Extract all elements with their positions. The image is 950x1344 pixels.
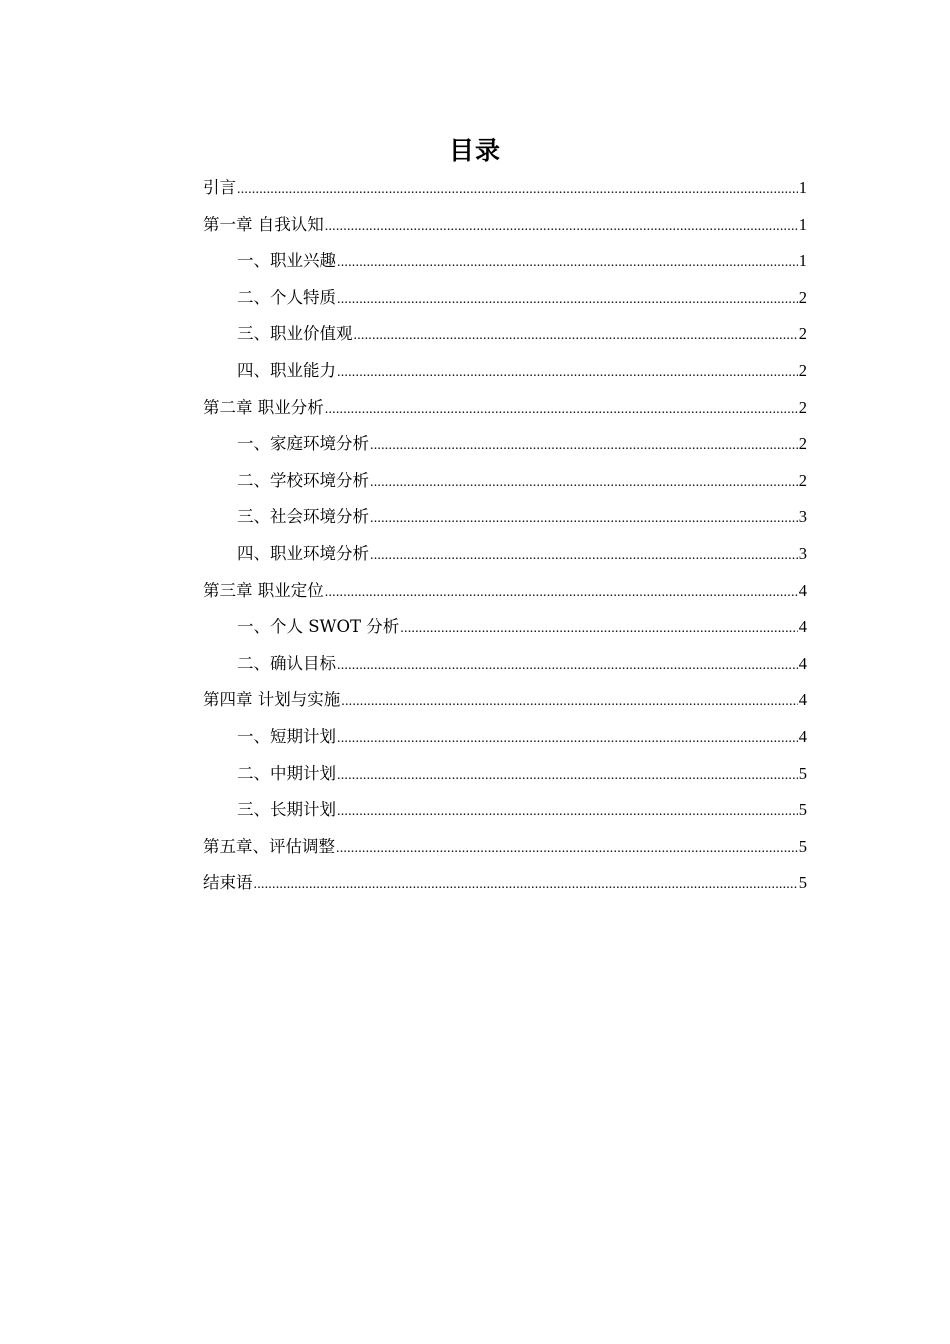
toc-entry[interactable] (203, 499, 807, 536)
toc-entry-label: 四、职业能力 (237, 360, 336, 380)
toc-entry-label: 三、社会环境分析 (237, 507, 369, 527)
toc-dot-leader (370, 538, 798, 575)
toc-entry-label: 一、家庭环境分析 (237, 434, 369, 454)
toc-entry[interactable] (203, 682, 807, 719)
toc-dot-leader (337, 721, 798, 758)
toc-entry-page-number: 1 (798, 251, 807, 271)
toc-entry[interactable] (203, 170, 807, 207)
toc-entry-label: 第二章 职业分析 (203, 397, 324, 417)
toc-entry[interactable] (203, 316, 807, 353)
toc-entry[interactable] (203, 646, 807, 683)
toc-dot-leader (337, 648, 798, 685)
toc-dot-leader (337, 355, 798, 392)
toc-entry[interactable] (203, 719, 807, 756)
toc-dot-leader (237, 172, 798, 209)
toc-entry-label: 一、职业兴趣 (237, 251, 336, 271)
toc-entry-page-number: 4 (798, 580, 807, 600)
toc-dot-leader (254, 867, 798, 904)
toc-dot-leader (337, 282, 798, 319)
toc-entry-label: 二、中期计划 (237, 763, 336, 783)
toc-entry-label: 三、职业价值观 (237, 324, 353, 344)
toc-entry[interactable] (203, 756, 807, 793)
toc-entry-label: 四、职业环境分析 (237, 543, 369, 563)
toc-entry[interactable] (203, 243, 807, 280)
toc-entry[interactable] (203, 207, 807, 244)
toc-title: 目录 (448, 136, 501, 165)
toc-entry-page-number: 1 (798, 178, 807, 197)
toc-entry-label: 结束语 (203, 873, 253, 893)
toc-entry-label: 二、学校环境分析 (237, 470, 369, 490)
toc-entry-page-number: 3 (798, 543, 807, 563)
toc-entry[interactable] (203, 865, 807, 902)
toc-entry[interactable] (203, 463, 807, 500)
toc-entry[interactable] (203, 829, 807, 866)
toc-entry-label: 一、短期计划 (237, 726, 336, 746)
toc-dot-leader (337, 758, 798, 795)
toc-dot-leader (354, 318, 798, 355)
toc-entry-page-number: 5 (798, 836, 807, 856)
toc-entry[interactable] (203, 426, 807, 463)
toc-dot-leader (370, 428, 798, 465)
toc-dot-leader (400, 611, 797, 648)
toc-entry-page-number: 2 (798, 434, 807, 454)
toc-dot-leader (370, 465, 798, 502)
toc-entry-page-number: 2 (798, 287, 807, 307)
toc-entry-page-number: 3 (798, 507, 807, 527)
toc-dot-leader (341, 684, 798, 721)
toc-entry-label: 第五章、评估调整 (203, 836, 335, 856)
toc-dot-leader (370, 501, 798, 538)
toc-entry-page-number: 4 (798, 726, 807, 746)
toc-dot-leader (325, 209, 798, 246)
toc-entry[interactable] (203, 609, 807, 646)
toc-entry[interactable] (203, 792, 807, 829)
toc-entry-label: 第三章 职业定位 (203, 580, 324, 600)
toc-dot-leader (325, 392, 798, 429)
toc-entry-label: 第四章 计划与实施 (203, 690, 341, 710)
toc-entry-page-number: 4 (798, 653, 807, 673)
toc-entry-page-number: 1 (798, 214, 807, 234)
toc-entry-page-number: 4 (798, 617, 807, 637)
toc-entry-label: 二、确认目标 (237, 653, 336, 673)
toc-entry-page-number: 5 (798, 873, 807, 893)
toc-entry-label: 第一章 自我认知 (203, 214, 324, 234)
toc-entry-page-number: 4 (798, 690, 807, 710)
toc-entry-page-number: 2 (798, 360, 807, 380)
toc-entry[interactable] (203, 280, 807, 317)
toc-dot-leader (337, 794, 798, 831)
toc-entry[interactable] (203, 353, 807, 390)
toc-dot-leader (337, 245, 798, 282)
toc-entry[interactable] (203, 573, 807, 610)
toc-entry-page-number: 5 (798, 800, 807, 820)
toc-dot-leader (325, 575, 798, 612)
toc-entry-page-number: 2 (798, 397, 807, 417)
toc-entry[interactable] (203, 536, 807, 573)
toc-dot-leader (336, 831, 798, 868)
table-of-contents (203, 170, 807, 902)
toc-entry-label: 引言 (203, 178, 236, 197)
toc-entry-page-number: 5 (798, 763, 807, 783)
toc-entry-label: 三、长期计划 (237, 800, 336, 820)
toc-entry-label: 二、个人特质 (237, 287, 336, 307)
toc-entry[interactable] (203, 390, 807, 427)
toc-entry-label: 一、个人 SWOT 分析 (237, 617, 400, 637)
toc-entry-page-number: 2 (798, 324, 807, 344)
toc-entry-page-number: 2 (798, 470, 807, 490)
